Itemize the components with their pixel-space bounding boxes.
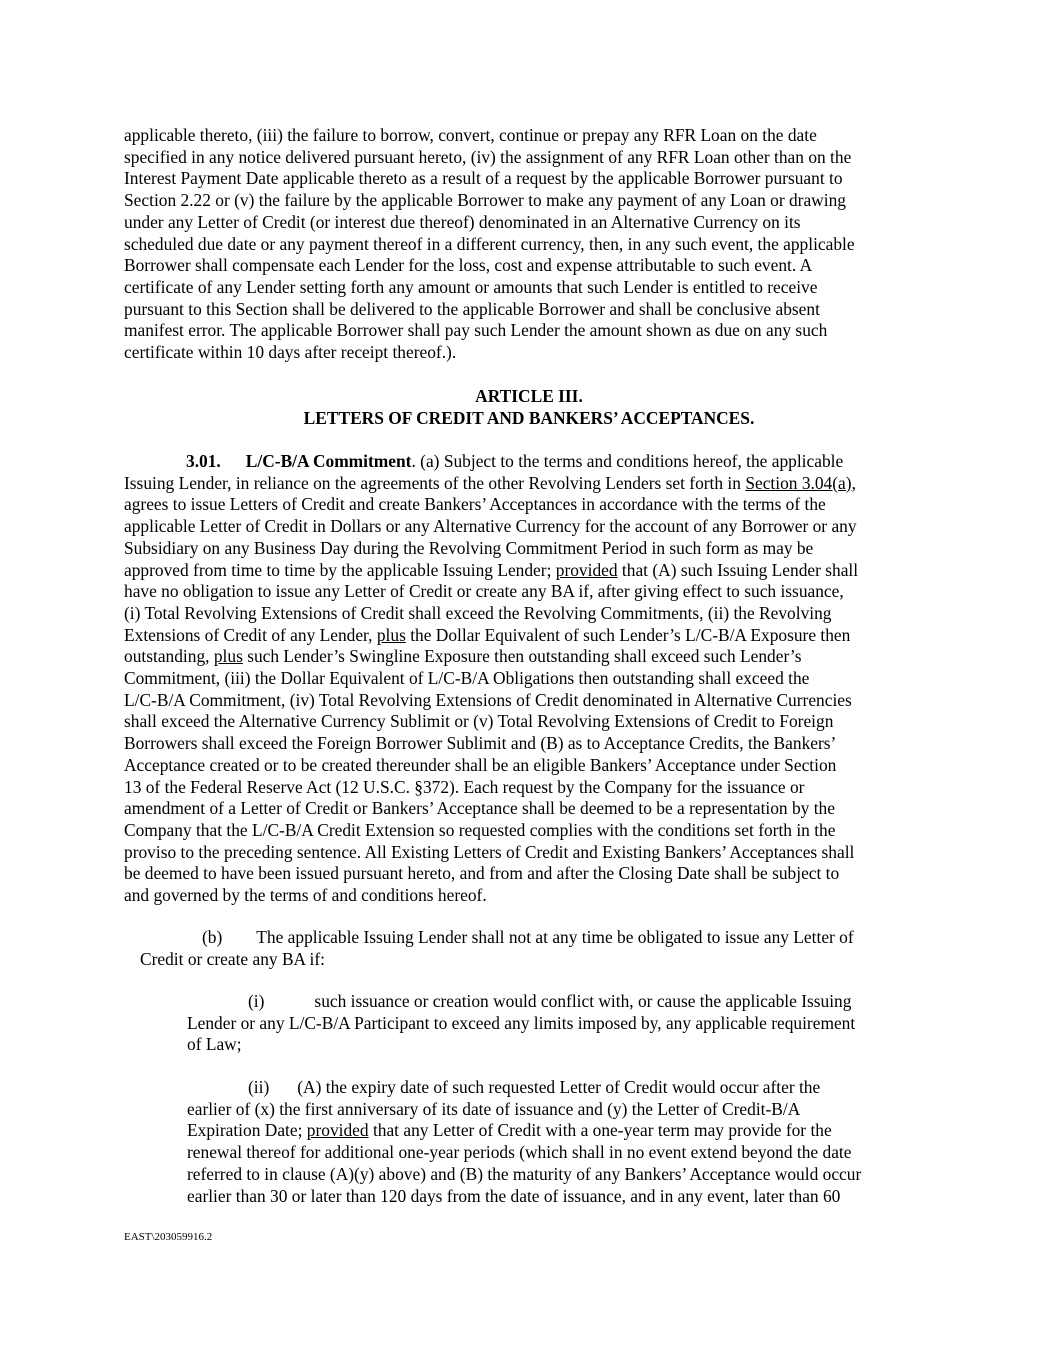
text-line: applicable thereto, (iii) the failure to borrow, convert, continue or prepay any RFR Loan on the date (124, 125, 817, 145)
text-line: earlier of (x) the first anniversary of its date of issuance and (y) the Letter of Credit-B/A (187, 1098, 801, 1119)
text-line: Commitment, (iii) the Dollar Equivalent of L/C-B/A Obligations then outstanding shall exceed the (124, 668, 810, 689)
text-line: renewal thereof for additional one-year periods (which shall in no event extend beyond the date (187, 1142, 852, 1163)
text-line: specified in any notice delivered pursuant hereto, (iv) the assignment of any RFR Loan other than on the (124, 146, 852, 167)
text-line: agrees to issue Letters of Credit and create Bankers’ Acceptances in accordance with the terms of the (124, 494, 826, 515)
text-line: certificate within 10 days after receipt thereof.). (124, 342, 457, 363)
text-line: shall exceed the Alternative Currency Sublimit or (v) Total Revolving Extensions of Credit to Foreign (124, 711, 834, 732)
section-title: L/C-B/A Commitment (245, 451, 412, 471)
item-i-paragraph (187, 991, 997, 1056)
item-ii-label: (ii) (248, 1077, 270, 1097)
text-line: pursuant to this Section shall be delivered to the applicable Borrower and shall be conclusive absent (124, 298, 820, 319)
text-line: Credit or create any BA if: (140, 948, 325, 969)
text-line: Subsidiary on any Business Day during the Revolving Commitment Period in such form as may be (124, 537, 814, 558)
plus-underlined: plus (376, 624, 406, 645)
text-line: of Law; (187, 1034, 242, 1055)
provided-underlined: provided (555, 559, 618, 580)
item-ii-paragraph (187, 1077, 997, 1207)
text-line: Lender or any L/C-B/A Participant to exceed any limits imposed by, any applicable requirement (187, 1012, 856, 1033)
provided-underlined: provided (306, 1120, 369, 1141)
text-line: and governed by the terms of and conditions hereof. (124, 885, 487, 906)
text-line: Acceptance created or to be created thereunder shall be an eligible Bankers’ Acceptance under Section (124, 754, 837, 775)
text-line: proviso to the preceding sentence. All Existing Letters of Credit and Existing Bankers’ Acceptances shall (124, 841, 855, 862)
text-line: earlier than 30 or later than 120 days from the date of issuance, and in any event, later than 60 (187, 1185, 841, 1206)
text-line: manifest error. The applicable Borrower shall pay such Lender the amount shown as due on any such (124, 320, 828, 341)
text-line: (b) The applicable Issuing Lender shall not at any time be obligated to issue any Letter of (202, 927, 854, 947)
text-line: Expiration Date; provided that any Letter of Credit with a one-year term may provide for the (187, 1120, 832, 1141)
text-line: 13 of the Federal Reserve Act (12 U.S.C. §372). Each request by the Company for the issuance or (124, 776, 805, 797)
text-line: have no obligation to issue any Letter of Credit or create any BA if, after giving effect to such issuance, (124, 581, 844, 602)
text-line: certificate of any Lender setting forth any amount or amounts that such Lender is entitled to receive (124, 276, 818, 297)
text-line: (ii) (A) the expiry date of such requested Letter of Credit would occur after the (248, 1077, 821, 1097)
text-line: outstanding, plus such Lender’s Swingline Exposure then outstanding shall exceed such Lender’s (124, 646, 802, 667)
text-line: under any Letter of Credit (or interest due thereof) denominated in an Alternative Currency on its (124, 211, 801, 232)
item-i-label: (i) (248, 991, 265, 1011)
text-line: 3.01. L/C-B/A Commitment. (a) Subject to the terms and conditions hereof, the applicable (186, 451, 844, 471)
continuation-paragraph (124, 125, 934, 364)
text-line: be deemed to have been issued pursuant hereto, and from and after the Closing Date shall be subject to (124, 863, 840, 884)
document-id-footer: EAST\203059916.2 (124, 1231, 213, 1243)
article-number-heading: ARTICLE III. (475, 386, 583, 406)
text-line: Section 2.22 or (v) the failure by the applicable Borrower to make any payment of any Loan or drawing (124, 190, 846, 211)
text-line: Extensions of Credit of any Lender, plus the Dollar Equivalent of such Lender’s L/C-B/A Exposure then (124, 624, 851, 645)
text-line: Company that the L/C-B/A Credit Extension so requested complies with the conditions set forth in the (124, 819, 836, 840)
paragraph-b-label: (b) (202, 927, 223, 947)
text-line: applicable Letter of Credit in Dollars or any Alternative Currency for the account of any Borrower or any (124, 516, 857, 537)
text-line: referred to in clause (A)(y) above) and (B) the maturity of any Bankers’ Acceptance would occur (187, 1163, 862, 1184)
section-number: 3.01. (186, 451, 221, 471)
text-line: Borrower shall compensate each Lender for the loss, cost and expense attributable to such event. A (124, 255, 813, 276)
plus-underlined: plus (213, 646, 243, 667)
text-line: scheduled due date or any payment thereof in a different currency, then, in any such event, the applicable (124, 233, 855, 254)
paragraph-b (140, 927, 950, 970)
section-3-04a-link[interactable]: Section 3.04(a) (745, 472, 852, 493)
article-title-heading: LETTERS OF CREDIT AND BANKERS’ ACCEPTANCES. (303, 408, 755, 428)
text-line: amendment of a Letter of Credit or Bankers’ Acceptance shall be deemed to be a representation by the (124, 798, 835, 819)
text-line: (i) such issuance or creation would conflict with, or cause the applicable Issuing (248, 991, 852, 1011)
section-3-01-paragraph (124, 451, 934, 907)
text-line: Borrowers shall exceed the Foreign Borrower Sublimit and (B) as to Acceptance Credits, the Bankers’ (124, 733, 837, 754)
text-line: L/C-B/A Commitment, (iv) Total Revolving Extensions of Credit denominated in Alternative Currencies (124, 689, 852, 710)
text-line: (i) Total Revolving Extensions of Credit shall exceed the Revolving Commitments, (ii) the Revolving (124, 602, 832, 623)
text-line: Interest Payment Date applicable thereto as a result of a request by the applicable Borrower pursuant to (124, 168, 843, 189)
text-line: Issuing Lender, in reliance on the agreements of the other Revolving Lenders set forth in Section 3.04(a), (124, 472, 856, 493)
text-line: approved from time to time by the applicable Issuing Lender; provided that (A) such Issuing Lender shall (124, 559, 859, 580)
